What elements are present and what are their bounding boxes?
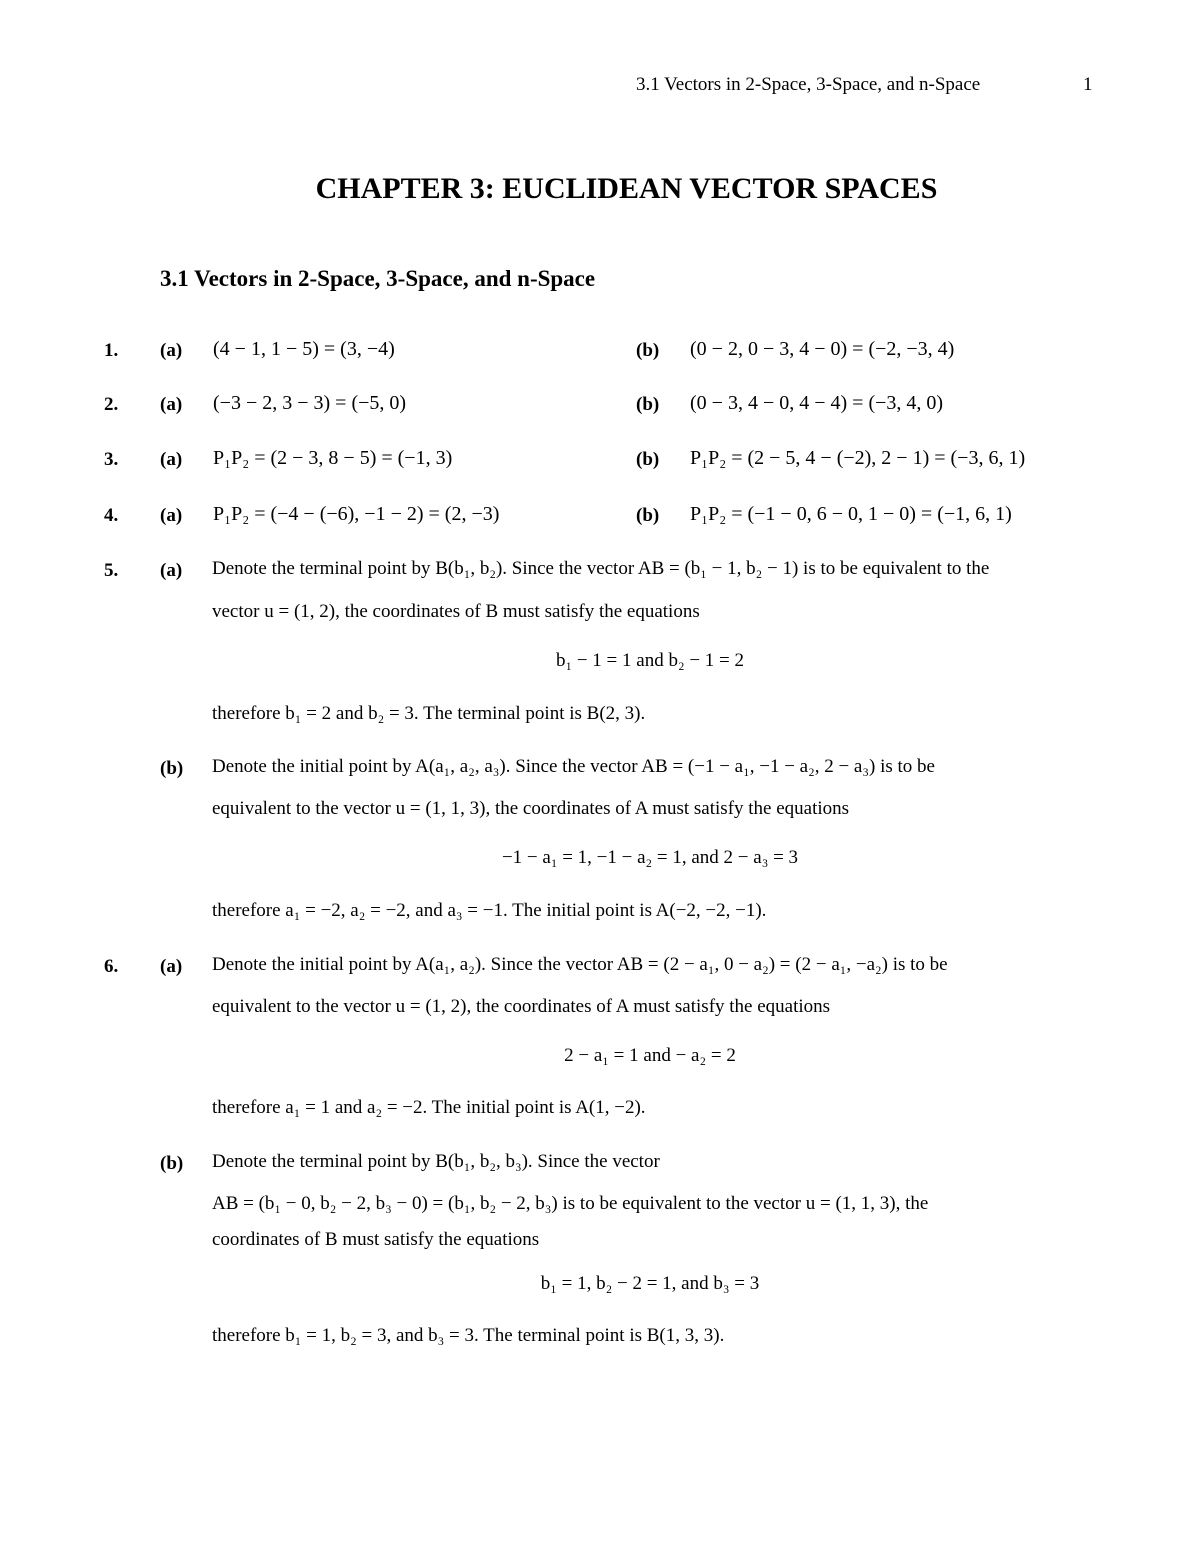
problem-2b-label: (b) bbox=[636, 394, 660, 415]
problem-6-number: 6. bbox=[104, 956, 119, 977]
problem-5a-label: (a) bbox=[160, 560, 183, 581]
problem-5b-line-1: Denote the initial point by A(a₁, a₂, a₃). Since the vector AB = (−1 − a₁, −1 − a₂, 2 − a₃) is to be bbox=[212, 756, 935, 777]
problem-5a-line-2: vector u = (1, 2), the coordinates of B must satisfy the equations bbox=[212, 601, 700, 622]
problem-5b-equations: −1 − a₁ = 1, −1 − a₂ = 1, and 2 − a₃ = 3 bbox=[501, 847, 799, 868]
problem-2b-answer: (0 − 3, 4 − 0, 4 − 4) = (−3, 4, 0) bbox=[690, 392, 944, 414]
running-header-title: 3.1 Vectors in 2-Space, 3-Space, and n-Space bbox=[636, 74, 981, 95]
problem-3-number: 3. bbox=[104, 449, 119, 470]
problem-1b-label: (b) bbox=[636, 340, 660, 361]
problem-1-number: 1. bbox=[104, 340, 119, 361]
problem-6b-line-1: Denote the terminal point by B(b₁, b₂, b₃). Since the vector bbox=[212, 1151, 660, 1172]
problem-6b-equations: b₁ = 1, b₂ − 2 = 1, and b₃ = 3 bbox=[540, 1273, 760, 1294]
problem-2a-answer: (−3 − 2, 3 − 3) = (−5, 0) bbox=[213, 392, 407, 414]
problem-3a-answer: P₁P₂ = (2 − 3, 8 − 5) = (−1, 3) bbox=[213, 447, 453, 469]
problem-5a-equations: b₁ − 1 = 1 and b₂ − 1 = 2 bbox=[555, 650, 745, 671]
chapter-title: CHAPTER 3: EUCLIDEAN VECTOR SPACES bbox=[315, 172, 938, 205]
problem-6a-line-2: equivalent to the vector u = (1, 2), the coordinates of A must satisfy the equations bbox=[212, 996, 831, 1017]
problem-1a-answer: (4 − 1, 1 − 5) = (3, −4) bbox=[213, 338, 395, 360]
problem-6a-label: (a) bbox=[160, 956, 183, 977]
problem-6a-equations: 2 − a₁ = 1 and − a₂ = 2 bbox=[564, 1045, 736, 1066]
problem-4b-answer: P₁P₂ = (−1 − 0, 6 − 0, 1 − 0) = (−1, 6, 1) bbox=[690, 503, 1012, 525]
section-title: 3.1 Vectors in 2-Space, 3-Space, and n-Space bbox=[160, 266, 596, 291]
problem-5a-line-1: Denote the terminal point by B(b₁, b₂). Since the vector AB = (b₁ − 1, b₂ − 1) is to be equivalent to the bbox=[212, 558, 990, 579]
problem-6b-label: (b) bbox=[160, 1153, 184, 1174]
problem-3b-label: (b) bbox=[636, 449, 660, 470]
problem-5-number: 5. bbox=[104, 560, 119, 581]
problem-4a-label: (a) bbox=[160, 505, 183, 526]
problem-2-number: 2. bbox=[104, 394, 119, 415]
problem-3a-label: (a) bbox=[160, 449, 183, 470]
problem-4b-label: (b) bbox=[636, 505, 660, 526]
problem-4-number: 4. bbox=[104, 505, 119, 526]
problem-1a-label: (a) bbox=[160, 340, 183, 361]
problem-6a-line-3: therefore a₁ = 1 and a₂ = −2. The initial point is A(1, −2). bbox=[212, 1097, 646, 1118]
problem-5b-label: (b) bbox=[160, 758, 184, 779]
problem-3b-answer: P₁P₂ = (2 − 5, 4 − (−2), 2 − 1) = (−3, 6, 1) bbox=[690, 447, 1026, 469]
problem-5b-line-3: therefore a₁ = −2, a₂ = −2, and a₃ = −1. The initial point is A(−2, −2, −1). bbox=[212, 900, 767, 921]
problem-6b-line-4: therefore b₁ = 1, b₂ = 3, and b₃ = 3. The terminal point is B(1, 3, 3). bbox=[212, 1325, 725, 1346]
problem-6b-line-2: AB = (b₁ − 0, b₂ − 2, b₃ − 0) = (b₁, b₂ − 2, b₃) is to be equivalent to the vector u = (1, 1, 3), the bbox=[212, 1193, 929, 1214]
problem-6a-line-1: Denote the initial point by A(a₁, a₂). Since the vector AB = (2 − a₁, 0 − a₂) = (2 − a₁, −a₂) is to be bbox=[212, 954, 948, 975]
problem-2a-label: (a) bbox=[160, 394, 183, 415]
problem-4a-answer: P₁P₂ = (−4 − (−6), −1 − 2) = (2, −3) bbox=[213, 503, 500, 525]
problem-6b-line-3: coordinates of B must satisfy the equations bbox=[212, 1229, 540, 1250]
problem-5a-line-3: therefore b₁ = 2 and b₂ = 3. The terminal point is B(2, 3). bbox=[212, 703, 646, 724]
problem-5b-line-2: equivalent to the vector u = (1, 1, 3), the coordinates of A must satisfy the equations bbox=[212, 798, 850, 819]
page-number: 1 bbox=[1083, 74, 1093, 95]
problem-1b-answer: (0 − 2, 0 − 3, 4 − 0) = (−2, −3, 4) bbox=[690, 338, 955, 360]
